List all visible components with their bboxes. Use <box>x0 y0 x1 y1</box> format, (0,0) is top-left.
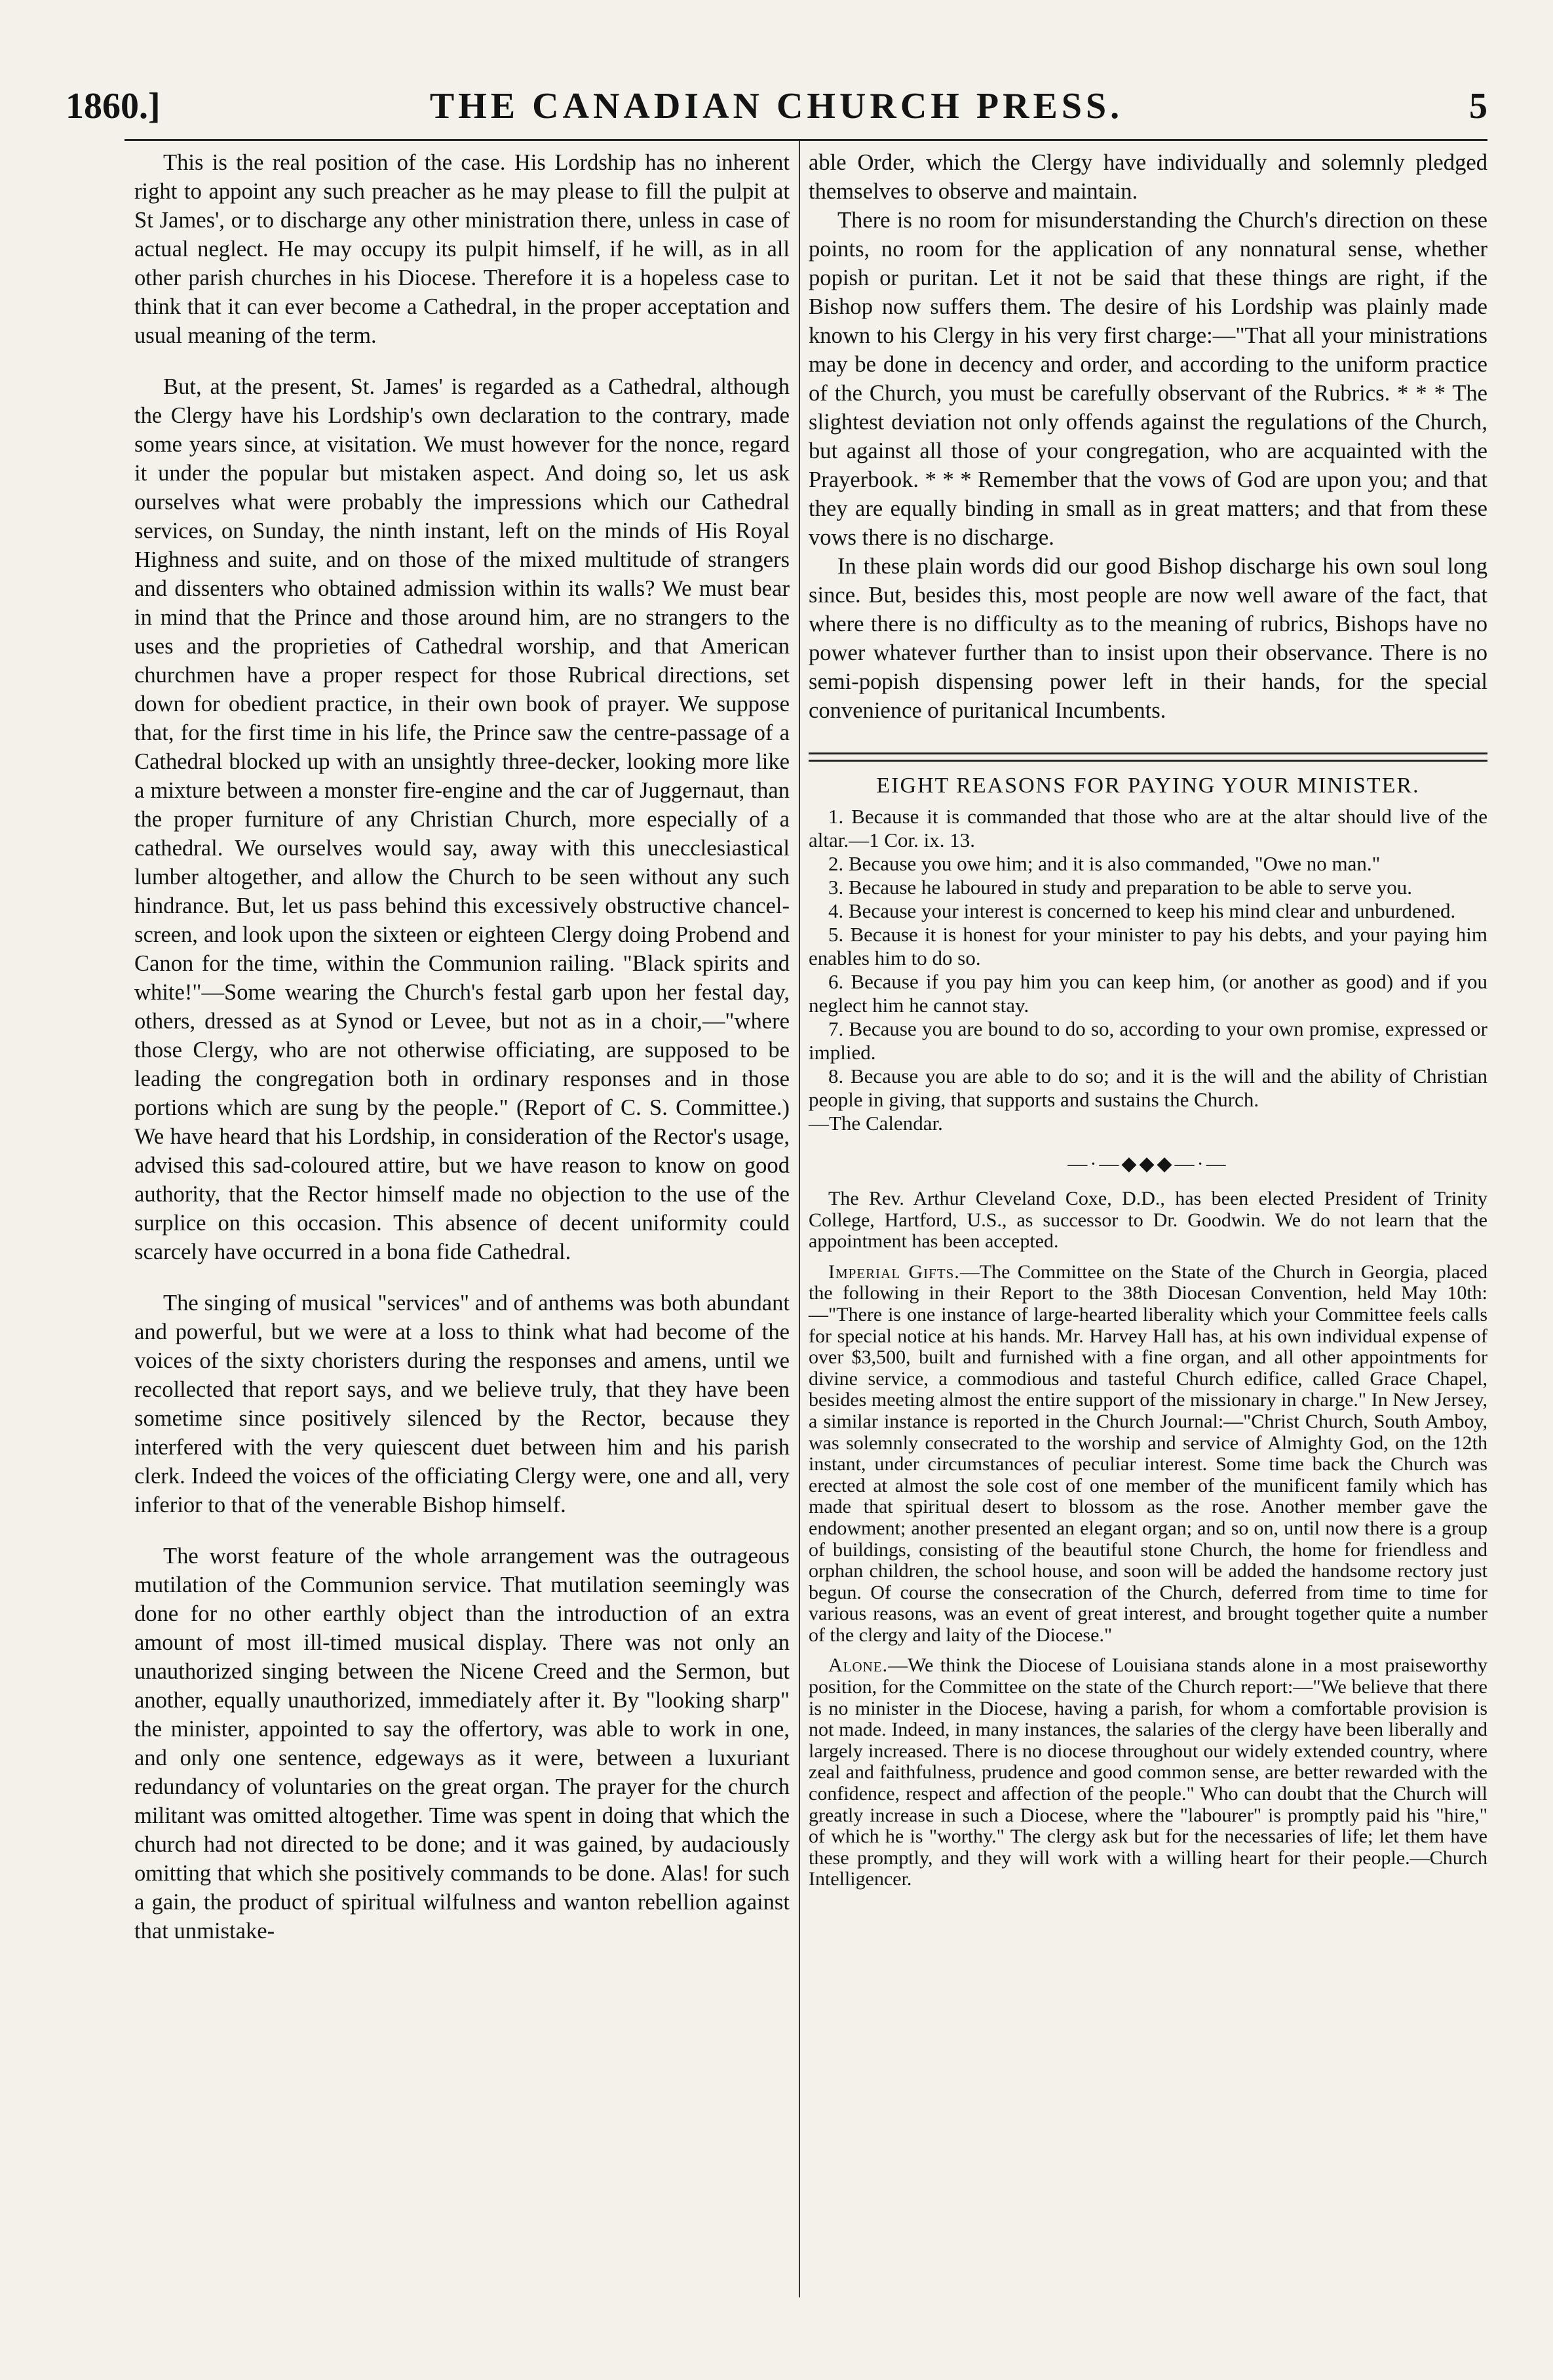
reason-item: 8. Because you are able to do so; and it is the will and the ability of Christian people in giving, that supports and sustains the Church. <box>809 1064 1487 1111</box>
article-paragraph: But, at the present, St. James' is regarded as a Cathedral, although the Clergy have his Lordship's own declaration to the contrary, made some years since, at visitation. We must however for the nonce, regard it under the popular but mistaken aspect. And doing so, let us ask ourselves what were probably the impressions which our Cathedral services, on Sunday, the ninth instant, left on the minds of His Royal Highness and suite, and on those of the mixed multitude of strangers and dissenters who obtained admission within its walls? We must bear in mind that the Prince and those around him, are no strangers to the uses and the proprieties of Cathedral worship, and that American churchmen have a proper respect for those Rubrical directions, set down for obedient practice, in their own book of prayer. We suppose that, for the first time in his life, the Prince saw the centre-passage of a Cathedral blocked up with an unsightly three-decker, looking more like a mixture between a monster fire-engine and the car of Juggernaut, than the proper furniture of any Christian Church, more especially of a cathedral. We ourselves would say, away with this unecclesiastical lumber altogether, and allow the Church to be seen without any such hindrance. But, let us pass behind this excessively obstructive chancel-screen, and look upon the sixteen or eighteen Clergy doing Probend and Canon for the time, within the Communion railing. "Black spirits and white!"—Some wearing the Church's festal garb upon her festal day, others, dressed as at Synod or Levee, but not as in a choir,—"where those Clergy, who are not otherwise officiating, are supposed to be leading the congregation both in ordinary responses and in those portions which are sung by the people." (Report of C. S. Committee.) We have heard that his Lordship, in consideration of the Rector's usage, advised this sad-coloured attire, but we have reason to know on good authority, that the Rector himself made no objection to the use of the surplice on this occasion. This absence of decent uniformity could scarcely have occurred in a bona fide Cathedral. <box>134 374 790 1264</box>
reason-item: 1. Because it is commanded that those who are at the altar should live of the altar.—1 Cor. ix. 13. <box>809 805 1487 851</box>
article-paragraph: This is the real position of the case. His Lordship has no inherent right to appoint any such preacher as he may please to fill the pulpit at St James', or to discharge any other ministration there, unless in case of actual neglect. He may occupy its pulpit himself, if he will, as in all other parish churches in his Diocese. Therefore it is a hopeless case to think that it can ever become a Cathedral, in the proper acceptation and usual meaning of the term. <box>134 150 790 348</box>
news-item-text: —The Committee on the State of the Church in Georgia, placed the following in their Report to the 38th Diocesan Convention, held May 10th:—"There is one instance of large-hearted liberality which your Committee feels calls for special notice at his hands. Mr. Harvey Hall has, at his own individual expense of over $3,500, built and furnished with a fine organ, and all other appointments for divine service, a commodious and tasteful Church edifice, called Grace Chapel, besides meeting almost the entire support of the missionary in charge." In New Jersey, a similar instance is reported in the Church Journal:—"Christ Church, South Amboy, was solemnly consecrated to the worship and service of Almighty God, on the 12th instant, under circumstances of peculiar interest. Some time back the Church was erected at almost the sole cost of one member of the munificent family which has made that spiritual desert to blossom as the rose. Another member gave the endowment; another presented an elegant organ; and so on, until now there is a group of buildings, consisting of the beautiful stone Church, the home for friendless and orphan children, the school house, and soon will be added the handsome rectory just begun. Of course the consecration of the Church, deferred from time to time for various reasons, was an event of great interest, and brought together quite a number of the clergy and laity of the Diocese." <box>809 1260 1487 1646</box>
reason-item: 3. Because he laboured in study and preparation to be able to serve you. <box>828 876 1412 899</box>
news-item-lead: Alone. <box>828 1654 889 1677</box>
news-item-lead: Imperial Gifts. <box>828 1260 960 1283</box>
section-double-rule <box>809 752 1487 762</box>
header-year: 1860.] <box>66 86 161 127</box>
news-item <box>809 1655 1487 1890</box>
reasons-list <box>809 805 1487 1135</box>
reasons-title: EIGHT REASONS FOR PAYING YOUR MINISTER. <box>876 773 1420 798</box>
news-items <box>809 1188 1487 1890</box>
reason-item: 6. Because if you pay him you can keep him, (or another as good) and if you neglect him he cannot stay. <box>809 970 1487 1017</box>
news-item-text: —We think the Diocese of Louisiana stands alone in a most praiseworthy position, for the Committee on the state of the Church report:—"We believe that there is no minister in the Diocese, having a parish, for whom a comfortable provision is not made. Indeed, in many instances, the salaries of the clergy have been liberally and largely increased. There is no diocese throughout our widely extended country, where zeal and faithfulness, prudence and good common sense, are better rewarded with the confidence, respect and affection of the people." Who can doubt that the Church will greatly increase in such a Diocese, where the "labourer" is promptly paid his "hire," of which he is "worthy." The clergy ask but for the necessaries of life; let them have these promptly, and they will work with a willing heart for their people.—Church Intelligencer. <box>809 1654 1487 1890</box>
news-item-text: The Rev. Arthur Cleveland Coxe, D.D., has been elected President of Trinity College, Hartford, U.S., as successor to Dr. Goodwin. We do not learn that the appointment has been accepted. <box>809 1188 1487 1253</box>
reason-item: 2. Because you owe him; and it is also commanded, "Owe no man." <box>828 852 1381 875</box>
header-title: THE CANADIAN CHURCH PRESS. <box>429 86 1124 127</box>
reason-item: 4. Because your interest is concerned to keep his mind clear and unburdened. <box>828 899 1456 922</box>
right-column <box>809 148 1487 1890</box>
page-header <box>66 85 1487 138</box>
continuation-paragraph: In these plain words did our good Bishop discharge his own soul long since. But, besides this, most people are now well aware of the fact, that where there is no difficulty as to the meaning of rubrics, Bishops have no power whatever further than to insist upon their observance. There is no semi-popish dispensing power left in their hands, for the special convenience of puritanical Incumbents. <box>809 554 1487 723</box>
header-rule <box>125 139 1487 141</box>
news-item <box>809 1262 1487 1647</box>
article-paragraph: The worst feature of the whole arrangement was the outrageous mutilation of the Communion service. That mutilation seemingly was done for no other earthly object than the introduction of an extra amount of most ill-timed musical display. There was not only an unauthorized singing between the Nicene Creed and the Sermon, but another, equally unauthorized, immediately after it. By "looking sharp" the minister, appointed to say the offertory, was able to work in one, and only one sentence, edgeways as it were, between a luxuriant redundancy of voluntaries on the great organ. The prayer for the church militant was omitted altogether. Time was spent in doing that which the church had not directed to be done; and it was gained, by audaciously omitting that which she positively commands to be done. Alas! for such a gain, the product of spiritual wilfulness and wanton rebellion against that unmistake- <box>134 1544 790 1943</box>
left-column <box>134 148 790 1945</box>
ornament-divider: —·—◆◆◆—·— <box>1067 1153 1229 1175</box>
continuation-paragraph: There is no room for misunderstanding the Church's direction on these points, no room for the application of any nonnatural sense, whether popish or puritan. Let it not be said that these things are right, if the Bishop now suffers them. The desire of his Lordship was plainly made known to his Clergy in his very first charge:—"That all your ministrations may be done in decency and order, and according to the uniform practice of the Church, you must be carefully observant of the Rubrics. * * * The slightest deviation not only offends against the regulations of the Church, but against all those of your congregation, who are acquainted with the Prayerbook. * * * Remember that the vows of God are upon you; and that they are equally binding in small as in great matters; and that from these vows there is no discharge. <box>809 208 1487 550</box>
reason-item: 7. Because you are bound to do so, according to your own promise, expressed or implied. <box>809 1017 1487 1064</box>
reason-item: 5. Because it is honest for your minister to pay his debts, and your paying him enables him to do so. <box>809 923 1487 969</box>
page-number: 5 <box>1469 86 1487 127</box>
article-continuation <box>809 148 1487 725</box>
reasons-source: —The Calendar. <box>809 1112 943 1135</box>
article-paragraph: The singing of musical "services" and of anthems was both abundant and powerful, but we were at a loss to think what had become of the voices of the sixty choristers during the responses and amens, until we recollected that report says, and we believe truly, that they have been sometime since positively silenced by the Rector, because they interfered with the very quiescent duet between him and his parish clerk. Indeed the voices of the officiating Clergy were, one and all, very inferior to that of the venerable Bishop himself. <box>134 1291 790 1517</box>
column-divider <box>799 141 800 2297</box>
news-item <box>809 1188 1487 1253</box>
continuation-paragraph: able Order, which the Clergy have individually and solemnly pledged themselves to observe and maintain. <box>809 150 1487 204</box>
